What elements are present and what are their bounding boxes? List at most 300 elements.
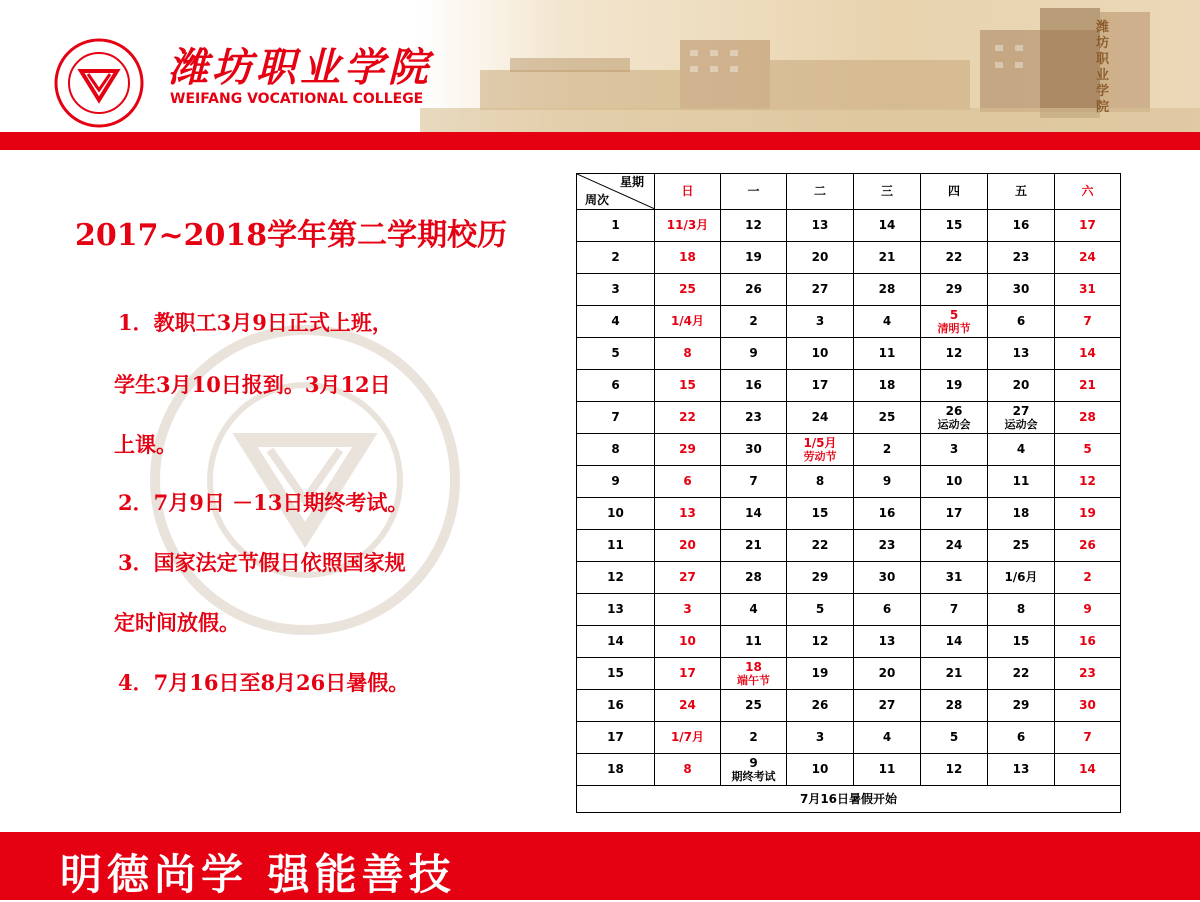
table-row [577,562,1121,594]
date-number: 5 [815,602,825,616]
date-number: 31 [945,570,963,584]
date-number: 18 [679,250,696,264]
date-number: 19 [811,666,829,680]
day-header-fri: 五 [988,174,1055,210]
date-cell [1055,498,1121,530]
week-number-cell: 8 [577,434,655,466]
date-number: 17 [811,378,829,392]
date-number: 25 [745,698,762,712]
date-cell [854,210,921,242]
event-label: 清明节 [937,321,971,335]
date-cell [1055,594,1121,626]
date-number: 28 [745,570,762,584]
campus-buildings-illustration [420,0,1200,132]
date-cell [721,722,787,754]
date-cell [854,306,921,338]
date-number: 13 [1012,762,1030,776]
date-cell [854,338,921,370]
date-number: 24 [811,410,829,424]
date-number: 9 [882,474,892,488]
date-number: 22 [1012,666,1030,680]
date-cell [854,434,921,466]
date-number: 17 [679,666,696,680]
date-number: 23 [745,410,762,424]
event-label: 运动会 [937,417,971,431]
calendar-header-row [577,174,1121,210]
calendar-table [576,173,1121,813]
week-number-cell: 9 [577,466,655,498]
note-line-1: 1．教职工3月9日正式上班， [118,310,393,335]
date-cell [988,498,1055,530]
date-number: 10 [945,474,963,488]
date-number: 6 [882,602,892,616]
date-cell [655,722,721,754]
footer-band [0,832,1200,900]
date-number: 3 [815,730,825,744]
date-number: 23 [1012,250,1030,264]
date-cell [655,242,721,274]
date-number: 21 [745,538,762,552]
date-cell [1055,210,1121,242]
week-number-cell: 10 [577,498,655,530]
date-number: 12 [945,762,963,776]
note-line-5: 3．国家法定节假日依照国家规 [118,550,406,575]
date-cell [655,626,721,658]
date-cell [1055,754,1121,786]
date-cell [1055,530,1121,562]
week-number-cell: 17 [577,722,655,754]
date-cell [921,626,988,658]
date-cell [988,370,1055,402]
date-cell [988,402,1055,434]
date-cell [1055,402,1121,434]
date-cell [854,370,921,402]
date-number: 9 [1083,602,1092,616]
date-number: 26 [1079,538,1096,552]
date-number: 22 [945,250,963,264]
page-title: 2017~2018学年第二学期校历 [75,218,508,253]
day-header-mon: 一 [721,174,787,210]
date-cell [787,338,854,370]
summer-note: 7月16日暑假开始 [577,786,1121,813]
campus-photo [420,0,1200,132]
date-number: 1/7月 [670,730,705,744]
date-cell [721,370,787,402]
header-red-band [0,132,1200,150]
date-cell [655,402,721,434]
day-header-tue: 二 [787,174,854,210]
date-number: 1/6月 [1004,570,1038,584]
date-cell [1055,658,1121,690]
date-cell [655,338,721,370]
date-number: 4 [882,730,892,744]
building-sign: 潍坊职业学院 [1096,20,1110,115]
date-cell [1055,306,1121,338]
date-cell [721,402,787,434]
date-number: 26 [745,282,762,296]
date-cell [787,626,854,658]
date-cell [787,562,854,594]
date-cell [1055,434,1121,466]
date-cell [787,722,854,754]
corner-label-week: 周次 [585,193,610,207]
event-label: 端午节 [737,673,770,687]
date-cell [655,562,721,594]
date-number: 9 [749,755,758,770]
date-cell [787,434,854,466]
day-header-sun: 日 [655,174,721,210]
date-number: 29 [679,442,696,456]
date-number: 8 [1016,602,1026,616]
table-row [577,242,1121,274]
date-cell [921,466,988,498]
date-number: 15 [1012,634,1030,648]
date-number: 26 [945,403,963,418]
note-line-7: 4．7月16日至8月26日暑假。 [118,670,410,695]
event-label: 劳动节 [803,449,837,463]
date-number: 10 [811,346,829,360]
date-number: 30 [878,570,896,584]
date-number: 13 [679,506,696,520]
date-cell [655,370,721,402]
date-number: 2 [749,314,758,328]
date-cell [721,274,787,306]
date-number: 2 [1083,570,1092,584]
date-number: 1/4月 [670,314,705,328]
week-number-cell: 13 [577,594,655,626]
date-cell [655,530,721,562]
date-number: 30 [1012,282,1030,296]
date-number: 11/3月 [666,218,709,232]
date-cell [988,274,1055,306]
date-cell [721,530,787,562]
date-cell [854,498,921,530]
date-number: 14 [745,506,762,520]
date-cell [854,690,921,722]
date-number: 7 [1083,314,1092,328]
table-row [577,210,1121,242]
date-cell [854,402,921,434]
week-number-cell: 2 [577,242,655,274]
date-number: 8 [683,762,692,776]
day-header-sat: 六 [1055,174,1121,210]
date-cell [921,498,988,530]
date-cell [787,306,854,338]
date-number: 17 [945,506,963,520]
date-cell [921,338,988,370]
week-number-cell: 3 [577,274,655,306]
calendar-table-wrap [576,173,1121,813]
date-cell [655,690,721,722]
date-number: 26 [811,698,829,712]
date-cell [655,466,721,498]
date-cell [988,722,1055,754]
table-row [577,594,1121,626]
date-cell [854,626,921,658]
table-row [577,274,1121,306]
date-number: 8 [683,346,692,360]
date-cell [988,562,1055,594]
date-cell [721,690,787,722]
date-cell [1055,370,1121,402]
table-row [577,466,1121,498]
date-cell [854,530,921,562]
week-number-cell: 4 [577,306,655,338]
date-cell [655,434,721,466]
date-cell [655,306,721,338]
date-number: 3 [949,442,959,456]
date-number: 22 [811,538,829,552]
date-number: 11 [878,762,896,776]
date-number: 11 [878,346,896,360]
table-row [577,338,1121,370]
date-number: 11 [1012,474,1030,488]
date-cell [787,690,854,722]
date-number: 29 [945,282,963,296]
week-number-cell: 15 [577,658,655,690]
date-number: 12 [745,218,762,232]
date-cell [721,658,787,690]
event-label: 运动会 [1004,417,1038,431]
date-cell [787,242,854,274]
date-cell [721,626,787,658]
date-number: 21 [1079,378,1096,392]
date-number: 24 [945,538,963,552]
date-number: 29 [1012,698,1030,712]
table-row [577,658,1121,690]
week-number-cell: 16 [577,690,655,722]
date-cell [921,722,988,754]
date-number: 27 [1012,403,1030,418]
date-cell [655,754,721,786]
date-number: 5 [1083,442,1092,456]
week-number-cell: 12 [577,562,655,594]
date-cell [721,306,787,338]
date-number: 27 [679,570,696,584]
date-cell [988,594,1055,626]
week-number-cell: 5 [577,338,655,370]
date-number: 16 [745,378,762,392]
college-emblem-icon [54,38,144,128]
date-number: 21 [945,666,963,680]
date-cell [1055,466,1121,498]
date-number: 7 [949,602,959,616]
date-number: 20 [811,250,829,264]
week-number-cell: 7 [577,402,655,434]
date-cell [854,466,921,498]
week-number-cell: 18 [577,754,655,786]
day-header-thu: 四 [921,174,988,210]
date-number: 6 [1016,314,1026,328]
date-cell [655,658,721,690]
date-number: 27 [811,282,829,296]
date-number: 4 [1016,442,1026,456]
date-number: 11 [745,634,762,648]
date-number: 7 [749,474,758,488]
table-row [577,722,1121,754]
date-number: 4 [882,314,892,328]
date-number: 27 [878,698,896,712]
date-number: 19 [1079,506,1096,520]
date-cell [721,466,787,498]
date-cell [854,658,921,690]
table-row [577,306,1121,338]
date-number: 20 [878,666,896,680]
date-cell [1055,242,1121,274]
note-line-3: 上课。 [114,432,177,457]
date-cell [921,402,988,434]
date-cell [787,498,854,530]
school-name-cn: 潍坊职业学院 [168,44,432,91]
table-row [577,402,1121,434]
date-cell [988,242,1055,274]
date-number: 16 [878,506,896,520]
date-number: 3 [683,602,692,616]
date-number: 15 [945,218,963,232]
date-cell [721,434,787,466]
school-motto: 明德尚学 强能善技 [60,850,456,899]
date-cell [721,594,787,626]
date-cell [921,210,988,242]
school-name-en: WEIFANG VOCATIONAL COLLEGE [170,91,424,107]
date-number: 13 [878,634,896,648]
date-cell [1055,690,1121,722]
date-number: 20 [679,538,696,552]
date-number: 14 [1079,762,1096,776]
date-cell [988,434,1055,466]
week-number-cell: 11 [577,530,655,562]
date-number: 1/5月 [803,435,837,450]
date-cell [854,722,921,754]
date-number: 28 [878,282,896,296]
date-number: 18 [1012,506,1030,520]
date-cell [655,274,721,306]
date-number: 10 [679,634,696,648]
date-cell [655,594,721,626]
date-number: 23 [1079,666,1096,680]
date-number: 15 [679,378,696,392]
date-cell [921,658,988,690]
week-number-cell: 6 [577,370,655,402]
date-number: 13 [1012,346,1030,360]
date-number: 2 [749,730,758,744]
date-number: 18 [878,378,896,392]
date-number: 8 [815,474,825,488]
date-number: 24 [1079,250,1096,264]
date-number: 7 [1083,730,1092,744]
date-cell [921,434,988,466]
date-number: 14 [878,218,896,232]
date-cell [1055,562,1121,594]
date-number: 17 [1079,218,1096,232]
date-number: 31 [1079,282,1096,296]
date-number: 12 [1079,474,1096,488]
date-number: 28 [1079,410,1096,424]
table-row [577,370,1121,402]
date-cell [1055,274,1121,306]
date-cell [787,274,854,306]
date-cell [988,658,1055,690]
date-cell [787,530,854,562]
date-cell [721,242,787,274]
date-number: 24 [679,698,696,712]
date-cell [721,338,787,370]
date-number: 16 [1079,634,1096,648]
date-cell [1055,722,1121,754]
date-number: 10 [811,762,829,776]
date-number: 30 [745,442,762,456]
date-number: 16 [1012,218,1030,232]
week-number-cell: 14 [577,626,655,658]
note-line-2: 学生3月10日报到。3月12日 [114,372,391,397]
table-row [577,626,1121,658]
note-line-4: 2．7月9日 －13日期终考试。 [118,490,409,515]
date-cell [921,594,988,626]
date-number: 25 [679,282,696,296]
date-number: 19 [945,378,963,392]
date-cell [1055,626,1121,658]
date-cell [921,530,988,562]
date-number: 3 [815,314,825,328]
date-number: 13 [811,218,829,232]
date-cell [787,210,854,242]
date-cell [988,306,1055,338]
date-cell [988,530,1055,562]
date-number: 14 [1079,346,1096,360]
date-number: 4 [749,602,758,616]
date-cell [854,562,921,594]
date-number: 25 [878,410,896,424]
date-cell [787,466,854,498]
date-cell [721,562,787,594]
date-cell [787,594,854,626]
date-number: 12 [811,634,829,648]
date-cell [655,210,721,242]
date-number: 21 [878,250,896,264]
date-number: 23 [878,538,896,552]
date-number: 18 [745,659,762,674]
date-number: 20 [1012,378,1030,392]
date-number: 29 [811,570,829,584]
date-number: 2 [882,442,892,456]
date-cell [1055,338,1121,370]
table-row [577,498,1121,530]
table-row [577,690,1121,722]
date-cell [787,402,854,434]
date-cell [787,754,854,786]
date-cell [787,658,854,690]
date-cell [988,210,1055,242]
date-number: 6 [683,474,692,488]
date-number: 12 [945,346,963,360]
date-number: 19 [745,250,762,264]
date-cell [921,370,988,402]
date-cell [721,498,787,530]
date-cell [921,690,988,722]
date-cell [921,306,988,338]
note-line-6: 定时间放假。 [114,610,240,635]
date-number: 30 [1079,698,1096,712]
date-number: 22 [679,410,696,424]
date-number: 6 [1016,730,1026,744]
date-cell [854,274,921,306]
table-row [577,754,1121,786]
date-number: 5 [949,730,959,744]
week-number-cell: 1 [577,210,655,242]
date-number: 14 [945,634,963,648]
date-cell [988,338,1055,370]
day-header-wed: 三 [854,174,921,210]
